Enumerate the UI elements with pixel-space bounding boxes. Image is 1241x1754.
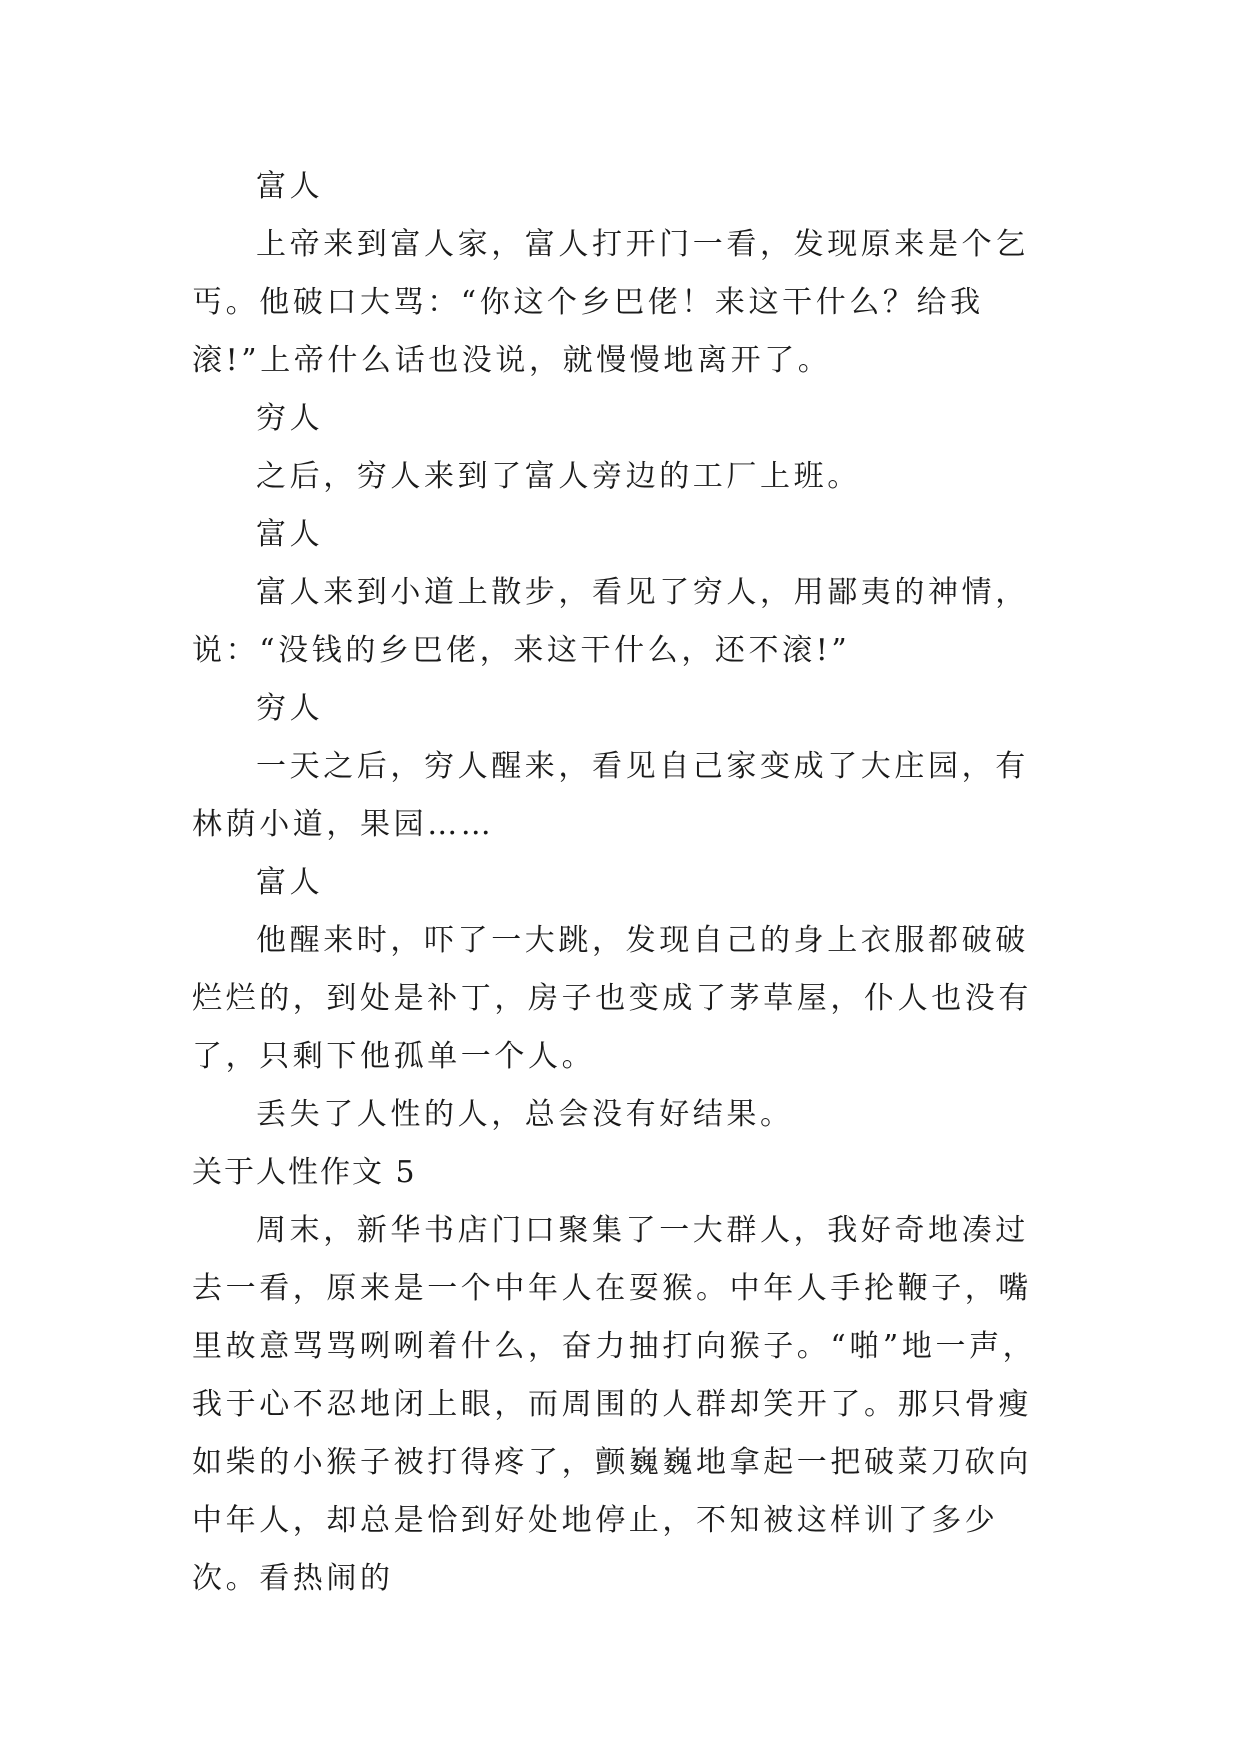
paragraph: 上帝来到富人家，富人打开门一看，发现原来是个乞丐。他破口大骂：“你这个乡巴佬！来这干什么？给我滚!”上帝什么话也没说，就慢慢地离开了。 (192, 227, 1029, 378)
document-body (192, 158, 1052, 1608)
paragraph-label-poor: 穷人 (256, 401, 324, 436)
paragraph: 之后，穷人来到了富人旁边的工厂上班。 (256, 459, 861, 494)
paragraph-label-rich: 富人 (256, 517, 324, 552)
paragraph-conclusion: 丢失了人性的人，总会没有好结果。 (256, 1097, 794, 1132)
paragraph-label-rich: 富人 (256, 865, 324, 900)
paragraph: 一天之后，穷人醒来，看见自己家变成了大庄园，有林荫小道，果园…… (192, 749, 1029, 842)
paragraph-label-poor: 穷人 (256, 691, 324, 726)
paragraph-label-rich: 富人 (256, 169, 324, 204)
paragraph: 他醒来时，吓了一大跳，发现自己的身上衣服都破破烂烂的，到处是补丁，房子也变成了茅草屋，仆人也没有了，只剩下他孤单一个人。 (192, 923, 1032, 1074)
paragraph: 富人来到小道上散步，看见了穷人，用鄙夷的神情，说：“没钱的乡巴佬，来这干什么，还不滚!” (192, 575, 1029, 668)
section-heading: 关于人性作文 5 (192, 1155, 417, 1190)
paragraph: 周末，新华书店门口聚集了一大群人，我好奇地凑过去一看，原来是一个中年人在耍猴。中年人手抡鞭子，嘴里故意骂骂咧咧着什么，奋力抽打向猴子。“啪”地一声，我于心不忍地闭上眼，而周围的人群却笑开了。那只骨瘦如柴的小猴子被打得疼了，颤巍巍地拿起一把破菜刀砍向中年人，却总是恰到好处地停止，不知被这样训了多少次。看热闹的 (192, 1213, 1037, 1596)
